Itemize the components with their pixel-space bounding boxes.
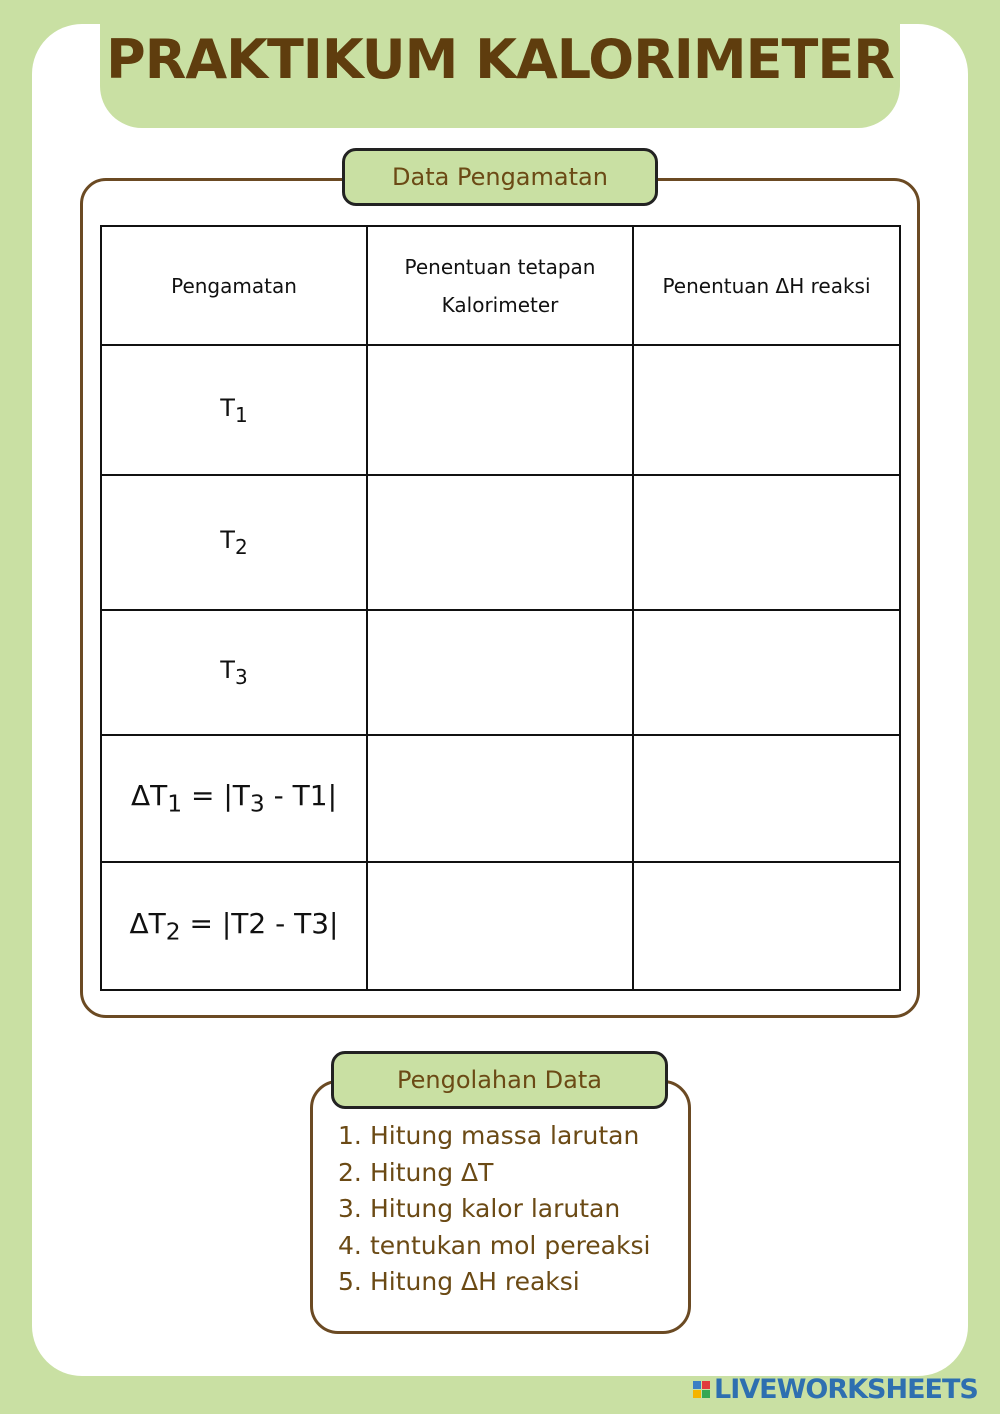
cell-t1-tetapan[interactable] — [367, 345, 633, 475]
header-tetapan-kalorimeter — [367, 226, 633, 345]
cell-delta-t2-tetapan[interactable] — [367, 862, 633, 990]
liveworksheets-logo-icon — [693, 1381, 710, 1398]
header-tetapan-line1: Penentuan tetapan — [404, 254, 596, 279]
brand-name: LIVEWORKSHEETS — [714, 1373, 978, 1405]
cell-t3-tetapan[interactable] — [367, 610, 633, 735]
cell-delta-t2-delta-h[interactable] — [633, 862, 900, 990]
page-title: PRAKTIKUM KALORIMETER — [106, 27, 894, 91]
list-item: 2. Hitung ΔT — [338, 1157, 494, 1187]
cell-t2-delta-h[interactable] — [633, 475, 900, 610]
processing-steps-list — [338, 1118, 650, 1301]
cell-t3-delta-h[interactable] — [633, 610, 900, 735]
observation-table — [100, 225, 901, 991]
row-label-t3: $T_3$ — [101, 610, 367, 735]
cell-delta-t1-delta-h[interactable] — [633, 735, 900, 862]
list-item: 5. Hitung ΔH reaksi — [338, 1267, 580, 1297]
header-tetapan-line2: Kalorimeter — [441, 292, 559, 317]
logo-square-blue — [693, 1381, 701, 1389]
header-pengamatan: Pengamatan — [101, 226, 367, 345]
logo-square-red — [702, 1381, 710, 1389]
processing-section-label: Pengolahan Data — [331, 1051, 668, 1109]
list-item: 4. tentukan mol pereaksi — [338, 1230, 651, 1260]
table-row — [101, 475, 900, 610]
header-delta-h: Penentuan ΔH reaksi — [633, 226, 900, 345]
liveworksheets-logo[interactable] — [693, 1374, 978, 1404]
table-header-row — [101, 226, 900, 345]
cell-t2-tetapan[interactable] — [367, 475, 633, 610]
list-item: 1. Hitung massa larutan — [338, 1121, 640, 1150]
cell-t1-delta-h[interactable] — [633, 345, 900, 475]
row-label-t1: $T_1$ — [101, 345, 367, 475]
row-label-t2: $T_2$ — [101, 475, 367, 610]
table-row — [101, 345, 900, 475]
table-row — [101, 610, 900, 735]
row-label-delta-t2: $\Delta T_2 = |T2 - T3|$ — [101, 862, 367, 990]
row-label-delta-t1: $\Delta T_1 = |T_3 - T1|$ — [101, 735, 367, 862]
observation-section-label: Data Pengamatan — [342, 148, 658, 206]
table-row — [101, 735, 900, 862]
logo-square-green — [702, 1390, 710, 1398]
cell-delta-t1-tetapan[interactable] — [367, 735, 633, 862]
logo-square-yellow — [693, 1390, 701, 1398]
title-banner — [100, 0, 900, 128]
table-row — [101, 862, 900, 990]
list-item: 3. Hitung kalor larutan — [338, 1194, 621, 1224]
